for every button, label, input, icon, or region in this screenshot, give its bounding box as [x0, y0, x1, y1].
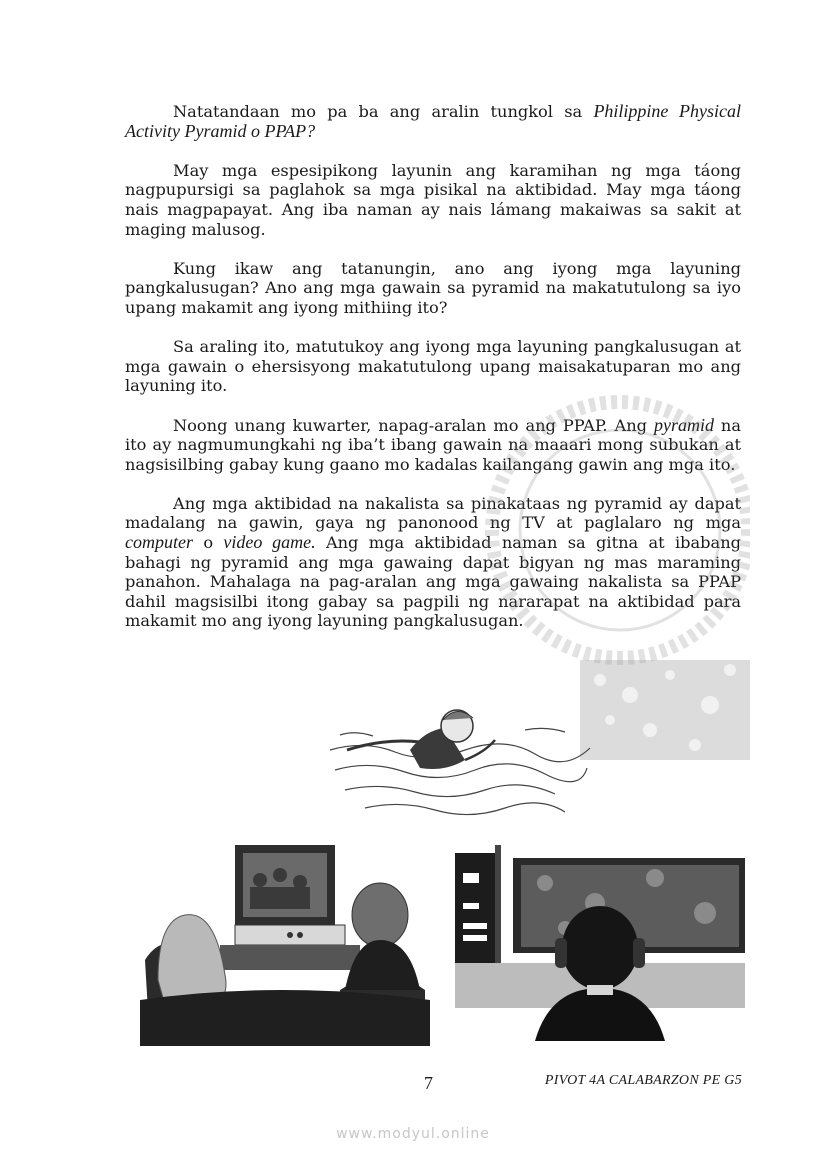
- text-run: pyramid: [653, 414, 714, 435]
- text-run: video game.: [223, 532, 316, 553]
- footer-title: PIVOT 4A CALABARZON PE G5: [544, 1073, 742, 1088]
- text-run: Noong unang kuwarter, napag-aralan mo ang PPAP. Ang: [173, 415, 654, 435]
- text-run: computer: [125, 532, 193, 553]
- text-run: Kung ikaw ang tatanungin, ano ang iyong mga layuning pangkalusugan? Ano ang mga gawain sa pyramid na makatutulong sa iyo upang makamit ang iyong mithiing ito?: [125, 258, 741, 317]
- page-number: 7: [424, 1073, 433, 1093]
- swimmer-illustration: [325, 690, 595, 822]
- text-run: May mga espesipikong layunin ang karamihan ng mga táong nagpupursigi sa paglahok sa mga pisikal na aktibidad. May mga táong nais magpapayat. Ang iba naman ay nais lámang makaiwas sa sakit at maging malusog.: [125, 160, 741, 239]
- text-run: Philippine Physical Activity Pyramid o PPAP?: [125, 101, 742, 141]
- text-run: Sa araling ito, matutukoy ang iyong mga layuning pangkalusugan at mga gawain o ehersisyong makatutulong upang maisakatuparan mo ang layuning ito.: [125, 337, 741, 396]
- text-run: Ang mga aktibidad na nakalista sa pinakataas ng pyramid ay dapat madalang na gawin, gaya ng panonood ng TV at paglalaro ng mga: [125, 493, 741, 533]
- paragraph-p1: [125, 102, 741, 141]
- paragraph-p3: [125, 259, 741, 318]
- site-watermark: www.modyul.online: [336, 1126, 490, 1142]
- text-run: na ito ay nagmumungkahi ng iba’t ibang gawain na maaari mong subukan at nagsisilbing gabay kung gaano mo kadalas kailangang gawin ang mga ito.: [125, 415, 741, 474]
- text-run: o: [192, 533, 224, 553]
- gaming-illustration: [455, 843, 745, 1041]
- text-run: Ang mga aktibidad naman sa gitna at ibabang bahagi ng pyramid ang mga gawaing dapat bigyan ng mas maraming panahon. Mahalaga na pag-aralan ang mga gawaing nakalista sa PPAP dahil magsisilbi itong gabay sa pagpili ng nararapat na aktibidad para makamit mo ang iyong layuning pangkalusugan.: [125, 533, 741, 631]
- text-run: Natatandaan mo pa ba ang aralin tungkol sa: [173, 102, 594, 121]
- paragraph-p2: [125, 161, 741, 239]
- tv-watching-illustration: [140, 840, 430, 1046]
